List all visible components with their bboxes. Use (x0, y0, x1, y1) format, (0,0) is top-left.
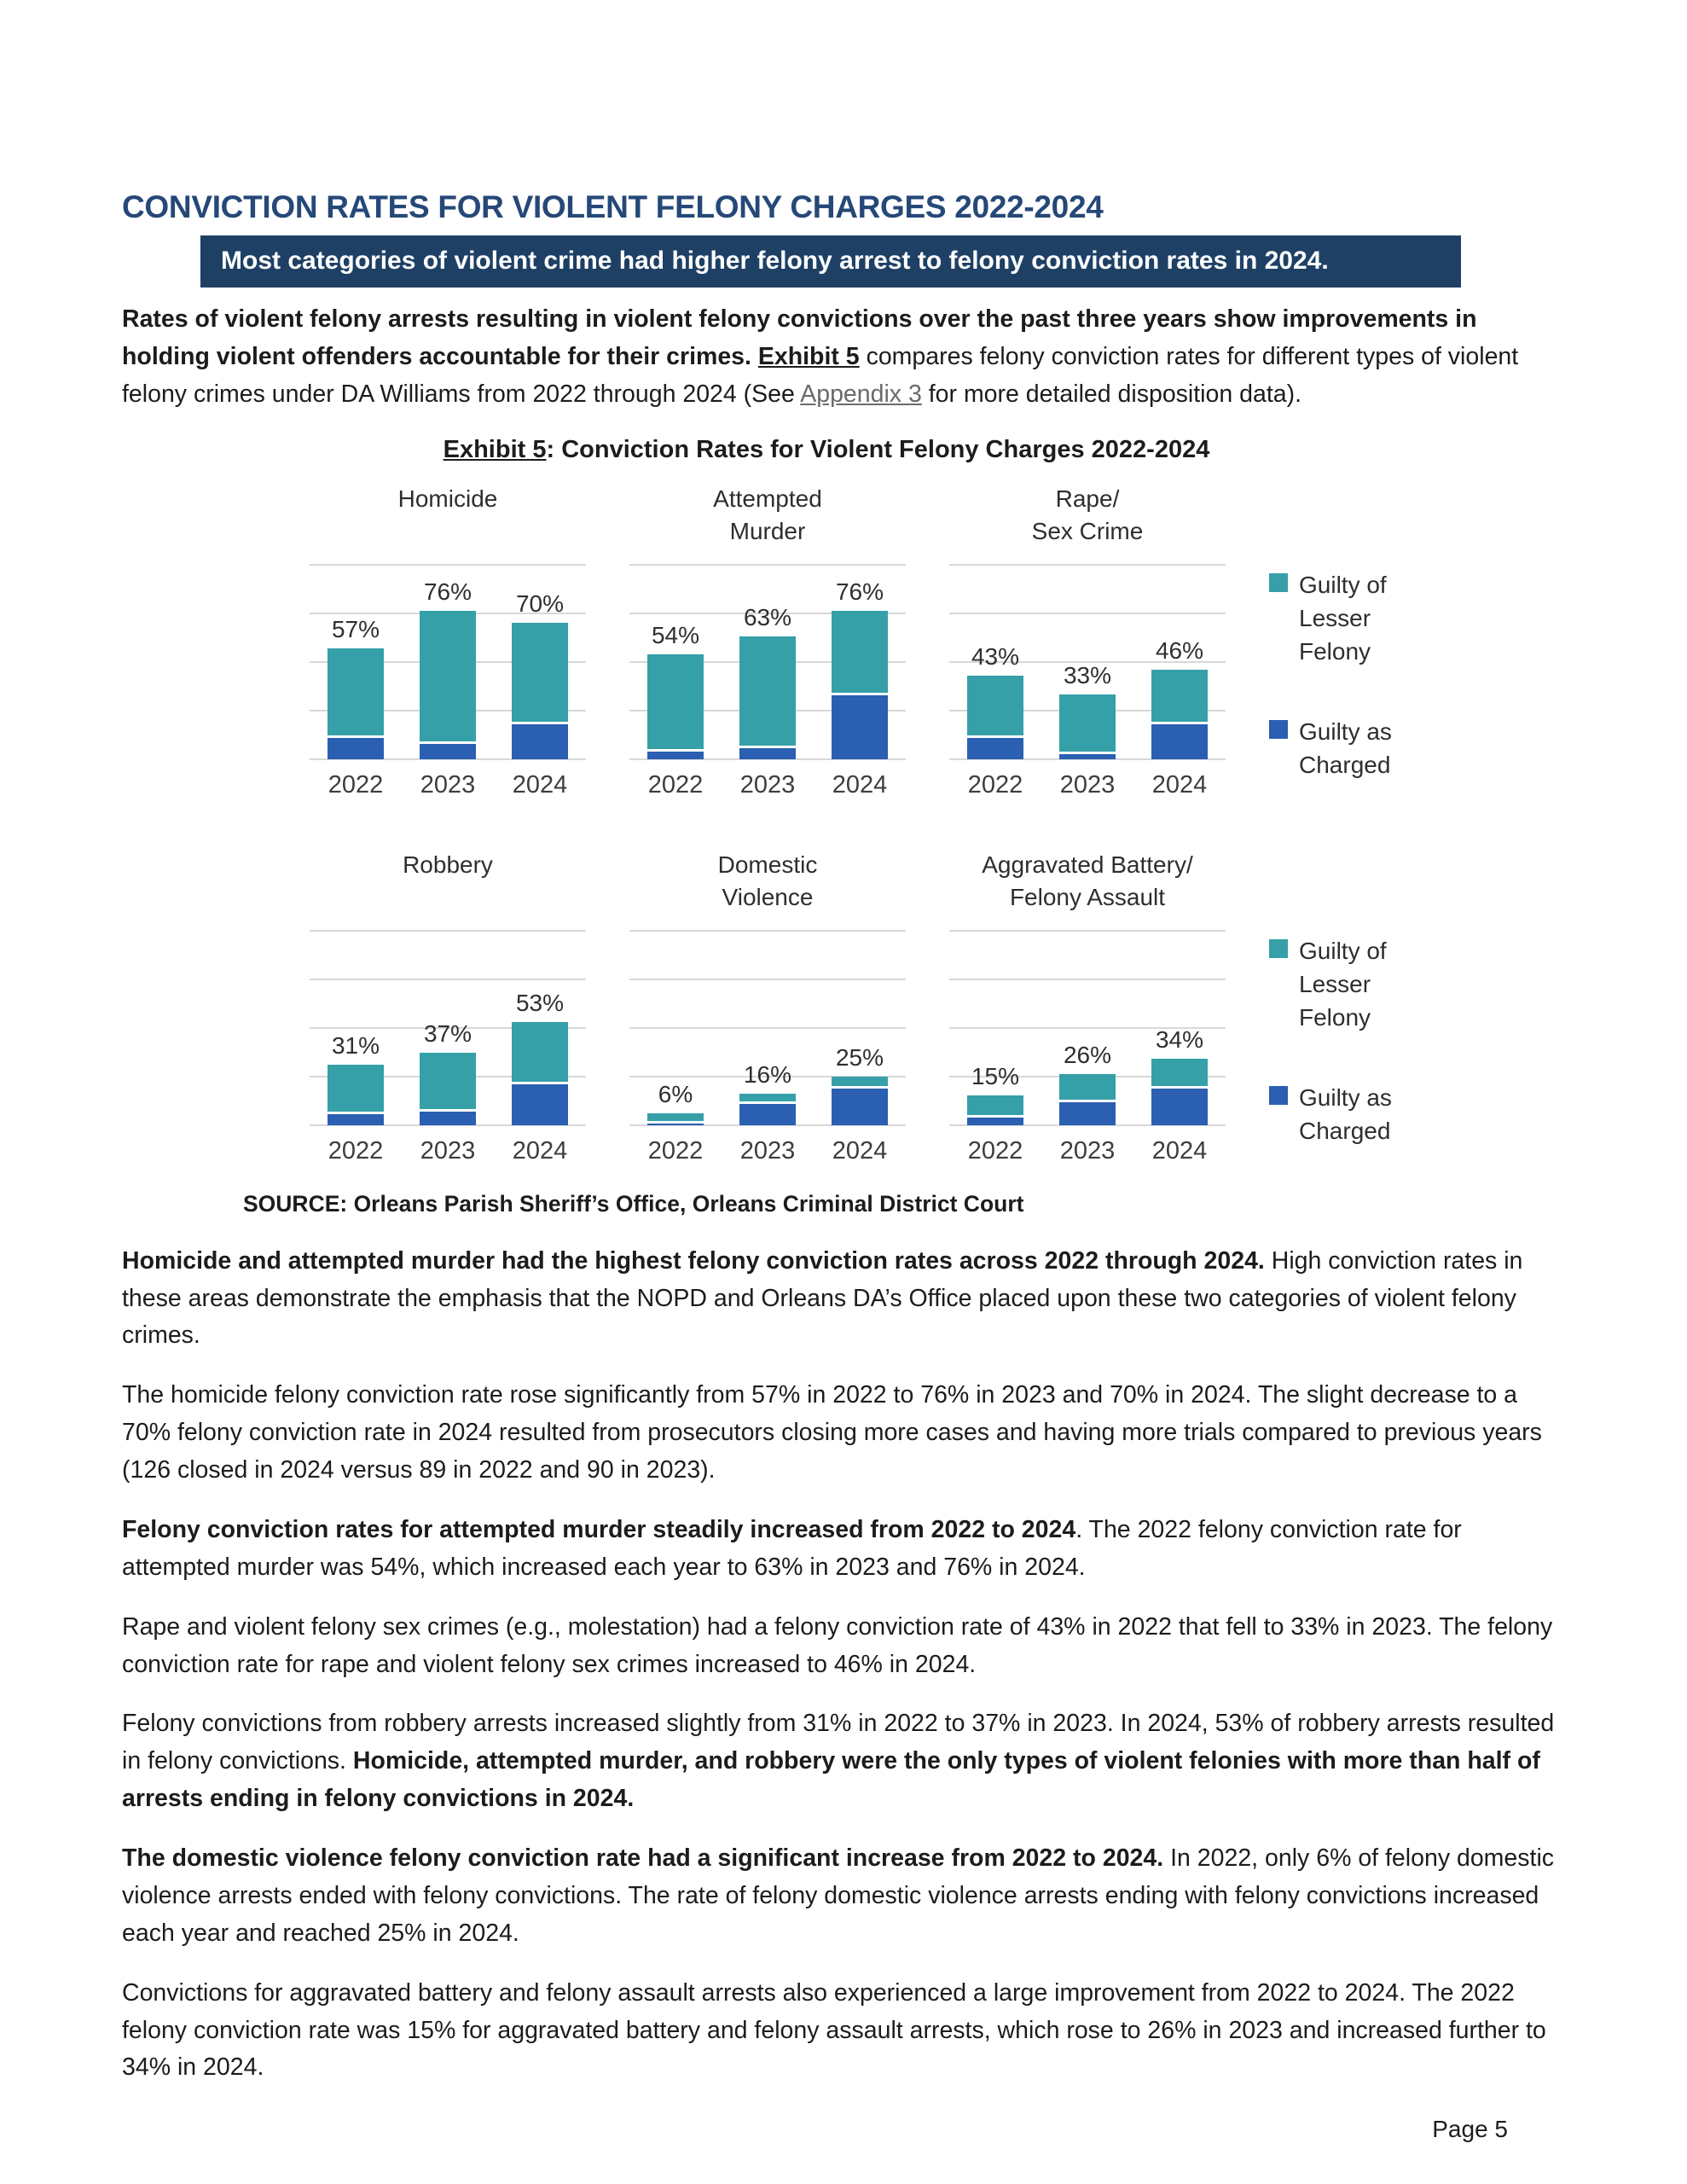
bar-segment-guilty-as-charged (739, 1101, 796, 1124)
text-run: Rates of violent felony arrests resulting in violent felony convictions over the past three years show improvements in holding violent offenders accountable for their crimes. (122, 305, 1477, 370)
text-run: . The 2022 felony conviction rate for attempted murder was 54%, which increased each year to 63% in 2023 and 76% in 2024. (122, 1515, 1462, 1581)
bar-segment-lesser-felony (420, 1053, 476, 1109)
guilty-as-charged-swatch (1269, 720, 1288, 739)
chart-panel-rape-sex-crime (949, 483, 1226, 799)
chart-title: Homicide (397, 485, 498, 512)
year-label: 2024 (512, 1136, 568, 1165)
lesser-felony-swatch (1269, 939, 1288, 958)
appendix-3-link[interactable]: Appendix 3 (800, 380, 922, 408)
bar-segment-lesser-felony (967, 1095, 1023, 1115)
bar-2023 (420, 1020, 476, 1124)
bar-total-label: 26% (1063, 1042, 1112, 1069)
key-finding-banner: Most categories of violent crime had higher felony arrest to felony conviction rates in 2024. (200, 235, 1461, 288)
year-label: 2024 (1151, 770, 1208, 799)
chart-panel-aggravated-battery-felony-assault (949, 849, 1226, 1165)
year-label: 2022 (647, 770, 704, 799)
chart-legend (1269, 849, 1427, 1165)
bar-segment-lesser-felony (832, 611, 888, 693)
year-axis (949, 771, 1226, 799)
year-axis (629, 771, 906, 799)
bar-total-label: 25% (835, 1043, 884, 1071)
bar-segment-guilty-as-charged (832, 693, 888, 759)
bar-segment-lesser-felony (328, 1065, 384, 1112)
bar-segment-lesser-felony (512, 623, 568, 722)
bar-2024 (1151, 1026, 1208, 1125)
year-label: 2022 (647, 1136, 704, 1165)
plot-area (310, 565, 586, 759)
page-title: CONVICTION RATES FOR VIOLENT FELONY CHARGES 2022-2024 (122, 189, 1104, 224)
paragraph (122, 1705, 1565, 1818)
paragraph (122, 1975, 1565, 2088)
year-label: 2023 (1059, 770, 1116, 799)
bar-total-label: 33% (1063, 662, 1112, 689)
chart-row-2 (310, 849, 1565, 1165)
legend-label: Guilty of Lesser Felony (1299, 937, 1387, 1031)
year-label: 2022 (328, 770, 384, 799)
text-run: High conviction rates in these areas demonstrate the emphasis that the NOPD and Orleans DA’s Office placed upon these two categories of violent felony crimes. (122, 1246, 1523, 1350)
legend-item-lesser-felony (1269, 934, 1427, 1035)
chart-title: Rape/ Sex Crime (1031, 485, 1144, 545)
page-number: Page 5 (1432, 2116, 1508, 2142)
year-axis (949, 1137, 1226, 1165)
year-axis (310, 1137, 586, 1165)
legend-item-guilty-as-charged (1269, 1081, 1427, 1147)
paragraph (122, 301, 1565, 414)
bar-segment-lesser-felony (1059, 1074, 1116, 1100)
text-run: In 2022, only 6% of felony domestic violence arrests ended with felony convictions. The rate of felony domestic violence arrests ending with felony convictions increased each year and reached 25% in 2024. (122, 1844, 1555, 1947)
bar-2022 (328, 616, 384, 759)
year-axis (310, 771, 586, 799)
text-run: for more detailed disposition data). (921, 380, 1302, 408)
bar-segment-lesser-felony (739, 1094, 796, 1101)
chart-title: Attempted Murder (713, 485, 822, 545)
bar-total-label: 34% (1155, 1026, 1204, 1054)
bar-total-label: 15% (971, 1063, 1020, 1090)
bar-segment-guilty-as-charged (739, 746, 796, 759)
bar-total-label: 76% (835, 578, 884, 606)
year-label: 2023 (739, 770, 796, 799)
text-run: compares felony conviction rates for different types of violent felony crimes under DA Williams from 2022 through 2024 (See (122, 342, 1519, 408)
bar-total-label: 63% (743, 604, 792, 630)
chart-panels (310, 849, 1226, 1165)
paragraph (122, 1512, 1565, 1587)
chart-title: Aggravated Battery/ Felony Assault (982, 851, 1193, 911)
chart-title: Domestic Violence (717, 851, 818, 911)
chart-panel-robbery (310, 849, 586, 1165)
text-run: Felony convictions from robbery arrests increased slightly from 31% in 2022 to 37% in 2023. In 2024, 53% of robbery arrests resulted in felony convictions. (122, 1710, 1555, 1775)
bar-segment-guilty-as-charged (647, 749, 704, 758)
bar-2023 (1059, 1042, 1116, 1124)
chart-panel-homicide (310, 483, 586, 799)
bar-segment-guilty-as-charged (420, 741, 476, 759)
year-label: 2024 (832, 770, 888, 799)
exhibit-caption (122, 436, 1531, 464)
bar-segment-guilty-as-charged (512, 722, 568, 758)
plot-area (629, 931, 906, 1125)
bar-segment-guilty-as-charged (1059, 1100, 1116, 1125)
bar-total-label: 6% (658, 1080, 693, 1107)
text-run: Felony conviction rates for attempted murder steadily increased from 2022 to 2024 (122, 1515, 1076, 1543)
bar-2024 (512, 990, 568, 1125)
guilty-as-charged-swatch (1269, 1086, 1288, 1105)
bar-segment-guilty-as-charged (1059, 752, 1116, 759)
paragraph (122, 1377, 1565, 1490)
bar-2023 (420, 578, 476, 758)
source-line: SOURCE: Orleans Parish Sheriff’s Office, Orleans Criminal District Court (243, 1190, 1024, 1217)
bar-2024 (832, 1044, 888, 1125)
bar-2024 (832, 578, 888, 758)
exhibit-5-reference: Exhibit 5 (757, 342, 860, 370)
intro-paragraph (122, 301, 1565, 414)
chart-panels (310, 483, 1226, 799)
legend-label: Guilty as Charged (1299, 718, 1392, 779)
bar-groups (310, 931, 586, 1125)
chart-panel-domestic-violence (629, 849, 906, 1165)
legend-label: Guilty of Lesser Felony (1299, 571, 1387, 665)
year-label: 2024 (832, 1136, 888, 1165)
bar-total-label: 43% (971, 642, 1020, 670)
chart-row-1 (310, 483, 1565, 799)
text-run: Rape and violent felony sex crimes (e.g., molestation) had a felony conviction rate of 43% in 2022 that fell to 33% in 2023. The felony conviction rate for rape and violent felony sex crimes increased to 46% in 2024. (122, 1612, 1553, 1678)
text-run: Homicide, attempted murder, and robbery were the only types of violent felonies with more than half of arrests ending in felony convictions in 2024. (122, 1747, 1540, 1813)
bar-segment-guilty-as-charged (328, 735, 384, 758)
chart-panel-attempted-murder (629, 483, 906, 799)
bar-segment-lesser-felony (420, 611, 476, 741)
bar-total-label: 57% (331, 615, 380, 642)
plot-area (310, 931, 586, 1125)
bar-total-label: 16% (743, 1061, 792, 1089)
year-label: 2022 (967, 1136, 1023, 1165)
bar-segment-lesser-felony (1151, 1059, 1208, 1086)
bar-segment-lesser-felony (1151, 670, 1208, 723)
bar-segment-guilty-as-charged (967, 1115, 1023, 1124)
exhibit-caption-label: Exhibit 5 (443, 435, 547, 463)
chart-legend (1269, 483, 1427, 799)
year-label: 2023 (420, 770, 476, 799)
text-run: Homicide and attempted murder had the highest felony conviction rates across 2022 through 2024. (122, 1246, 1265, 1275)
year-label: 2023 (420, 1136, 476, 1165)
bar-groups (629, 565, 906, 759)
bar-groups (949, 565, 1226, 759)
bar-2022 (967, 643, 1023, 759)
paragraph (122, 1243, 1565, 1356)
paragraph (122, 1609, 1565, 1684)
lesser-felony-swatch (1269, 573, 1288, 592)
bar-groups (629, 931, 906, 1125)
paragraph (122, 1840, 1565, 1953)
text-run: Convictions for aggravated battery and felony assault arrests also experienced a large improvement from 2022 to 2024. The 2022 felony conviction rate was 15% for aggravated battery and felony assault arrests, which rose to 26% in 2023 and increased further to 34% in 2024. (122, 1978, 1546, 2082)
bar-total-label: 76% (423, 578, 472, 606)
bar-2024 (1151, 637, 1208, 759)
bar-segment-guilty-as-charged (1151, 1086, 1208, 1125)
bar-total-label: 31% (331, 1031, 380, 1059)
bar-groups (949, 931, 1226, 1125)
bar-total-label: 37% (423, 1020, 472, 1048)
bar-2022 (647, 1081, 704, 1125)
plot-area (949, 931, 1226, 1125)
bar-2022 (328, 1032, 384, 1125)
legend-item-guilty-as-charged (1269, 715, 1427, 781)
year-label: 2023 (1059, 1136, 1116, 1165)
bar-2024 (512, 590, 568, 759)
plot-area (629, 565, 906, 759)
bar-segment-guilty-as-charged (328, 1112, 384, 1125)
bar-2023 (739, 1061, 796, 1124)
bar-segment-lesser-felony (739, 636, 796, 746)
bar-segment-guilty-as-charged (967, 735, 1023, 758)
bar-2023 (1059, 662, 1116, 758)
chart-title: Robbery (403, 851, 493, 878)
bar-segment-lesser-felony (512, 1022, 568, 1083)
bar-total-label: 53% (515, 989, 565, 1016)
exhibit-5-charts (122, 483, 1565, 1165)
year-label: 2024 (512, 770, 568, 799)
bar-segment-guilty-as-charged (420, 1109, 476, 1124)
legend-item-lesser-felony (1269, 568, 1427, 669)
text-run: The domestic violence felony conviction rate had a significant increase from 2022 to 2024. (122, 1844, 1164, 1872)
year-label: 2024 (1151, 1136, 1208, 1165)
bar-segment-lesser-felony (647, 1113, 704, 1121)
bar-segment-guilty-as-charged (647, 1121, 704, 1125)
bar-total-label: 70% (515, 590, 565, 618)
bar-segment-lesser-felony (832, 1077, 888, 1086)
bar-total-label: 46% (1155, 636, 1204, 664)
plot-area (949, 565, 1226, 759)
bar-segment-guilty-as-charged (832, 1086, 888, 1125)
bar-segment-guilty-as-charged (512, 1082, 568, 1124)
legend-label: Guilty as Charged (1299, 1084, 1392, 1145)
year-label: 2022 (328, 1136, 384, 1165)
year-label: 2022 (967, 770, 1023, 799)
year-label: 2023 (739, 1136, 796, 1165)
bar-segment-lesser-felony (328, 648, 384, 736)
body-paragraphs (122, 1243, 1565, 2088)
bar-2022 (967, 1063, 1023, 1124)
exhibit-caption-text: : Conviction Rates for Violent Felony Charges 2022-2024 (546, 435, 1210, 463)
bar-segment-guilty-as-charged (1151, 722, 1208, 758)
bar-segment-lesser-felony (967, 676, 1023, 736)
text-run: The homicide felony conviction rate rose significantly from 57% in 2022 to 76% in 2023 and 70% in 2024. The slight decrease to a 70% felony conviction rate in 2024 resulted from prosecutors closing more cases and having more trials compared to previous years (126 closed in 2024 versus 89 in 2022 and 90 in 2023). (122, 1381, 1542, 1484)
bar-2022 (647, 622, 704, 759)
bar-segment-lesser-felony (647, 654, 704, 750)
bar-total-label: 54% (651, 621, 700, 648)
bar-2023 (739, 604, 796, 759)
bar-groups (310, 565, 586, 759)
year-axis (629, 1137, 906, 1165)
bar-segment-lesser-felony (1059, 694, 1116, 751)
